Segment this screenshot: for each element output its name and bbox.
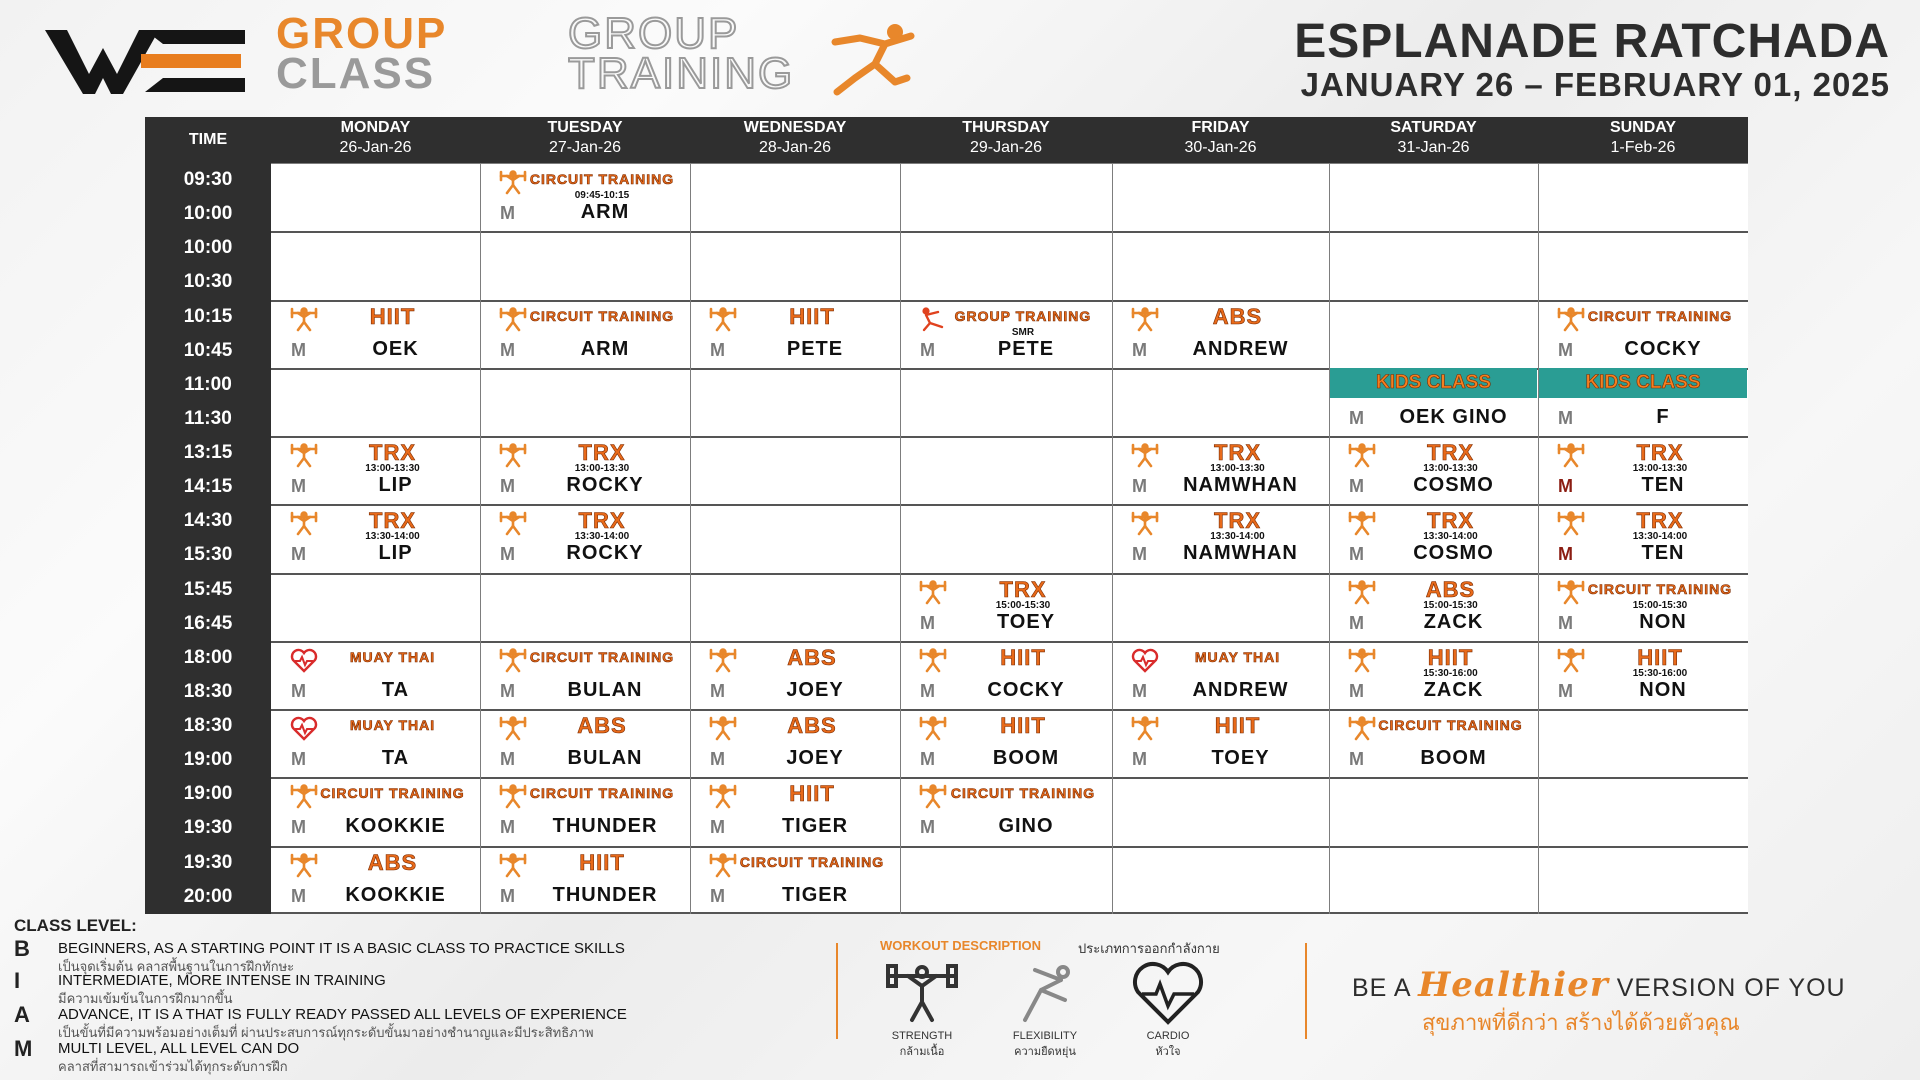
class-name: ABS <box>787 644 837 670</box>
slot-end-time: 19:00 <box>183 749 233 771</box>
class-name: TRX <box>1427 440 1474 466</box>
coach-name: ANDREW <box>1192 337 1289 360</box>
class-name: HIIT <box>369 303 416 329</box>
cardio-icon <box>1128 960 1208 1026</box>
class-time: 13:30-14:00 <box>1632 531 1688 543</box>
level-description: MULTI LEVEL, ALL LEVEL CAN DO <box>58 1040 300 1057</box>
coach-name: BOOM <box>992 747 1060 770</box>
slot-start-time: 15:45 <box>183 578 233 600</box>
class-cell[interactable] <box>900 573 1112 641</box>
level-description: ADVANCE, IT IS A THAT IS FULLY READY PASSED ALL LEVELS OF EXPERIENCE <box>58 1006 627 1023</box>
class-name: HIIT <box>789 303 835 329</box>
class-name: HIIT <box>1637 644 1683 670</box>
class-cell[interactable] <box>480 709 690 777</box>
class-name: TRX <box>369 440 416 466</box>
runner-icon <box>815 20 925 100</box>
class-name: CIRCUIT TRAINING <box>1587 307 1733 324</box>
class-level: M <box>710 339 725 360</box>
slogan <box>1352 965 1846 1005</box>
class-level: M <box>291 476 306 497</box>
class-cell[interactable] <box>480 436 690 504</box>
class-cell[interactable] <box>1112 709 1329 777</box>
level-description-thai: คลาสที่สามารถเข้าร่วมได้ทุกระดับการฝึก <box>58 1059 288 1074</box>
class-time: 13:30-14:00 <box>1210 531 1265 543</box>
class-cell[interactable] <box>271 846 480 914</box>
class-cell[interactable] <box>1538 573 1748 641</box>
workout-label-thai: หัวใจ <box>1155 1046 1181 1058</box>
class-cell[interactable] <box>1538 300 1748 368</box>
class-name: ABS <box>1425 576 1476 602</box>
class-cell[interactable] <box>1112 641 1329 709</box>
we-logo <box>45 22 255 97</box>
schedule-table <box>145 117 1748 914</box>
class-time: 13:00-13:30 <box>1632 463 1688 475</box>
coach-name: COSMO <box>1413 474 1494 497</box>
class-name: HIIT <box>1000 713 1046 739</box>
coach-name: BULAN <box>567 678 643 701</box>
coach-name: OEK <box>372 337 419 360</box>
class-time: 15:00-15:30 <box>995 599 1051 611</box>
workout-label: FLEXIBILITY <box>1012 1030 1078 1042</box>
level-letter: A <box>14 1002 30 1027</box>
coach-name: ROCKY <box>566 542 644 565</box>
day-header <box>1329 117 1538 163</box>
class-level: M <box>710 817 725 838</box>
day-header <box>690 117 900 163</box>
class-cell[interactable] <box>690 709 900 777</box>
coach-name: GINO <box>998 815 1054 838</box>
class-name: TRX <box>369 508 416 534</box>
slot-end-time: 10:45 <box>183 339 233 361</box>
class-name: ABS <box>577 713 627 739</box>
class-cell[interactable] <box>1329 436 1538 504</box>
class-cell[interactable] <box>1329 641 1538 709</box>
class-cell[interactable] <box>480 777 690 845</box>
class-time: 13:00-13:30 <box>574 463 630 475</box>
class-level: M <box>291 544 306 565</box>
coach-name: THUNDER <box>552 815 658 838</box>
class-cell[interactable] <box>271 436 480 504</box>
day-date: 30-Jan-26 <box>1184 139 1257 156</box>
class-cell[interactable] <box>480 641 690 709</box>
coach-name: OEK GINO <box>1399 405 1508 428</box>
class-level: M <box>1349 476 1364 497</box>
class-name: MUAY THAI <box>349 717 436 734</box>
class-time: 15:30-16:00 <box>1423 667 1478 679</box>
class-name: CIRCUIT TRAINING <box>529 171 675 187</box>
class-level: M <box>500 476 515 497</box>
slot-end-time: 20:00 <box>183 885 233 907</box>
class-name: TRX <box>1214 508 1261 534</box>
class-time: 13:30-14:00 <box>1423 531 1478 543</box>
class-name: HIIT <box>1427 644 1474 670</box>
class-cell[interactable] <box>1538 436 1748 504</box>
coach-name: KOOKKIE <box>345 815 446 838</box>
slot-start-time: 19:00 <box>183 783 233 805</box>
day-name: TUESDAY <box>547 119 623 136</box>
slot-start-time: 18:30 <box>183 715 233 737</box>
class-level: M <box>1349 680 1364 701</box>
class-time: 09:45-10:15 <box>574 190 630 201</box>
kids-class-banner: KIDS CLASS <box>1330 368 1537 398</box>
class-level: M <box>291 680 306 701</box>
class-level: M <box>500 749 515 770</box>
day-date: 28-Jan-26 <box>758 139 832 156</box>
class-level: M <box>1132 680 1147 701</box>
class-name: TRX <box>999 576 1047 602</box>
slot-start-time: 14:30 <box>183 510 233 532</box>
class-cell[interactable] <box>271 504 480 572</box>
class-name: MUAY THAI <box>1194 648 1281 665</box>
coach-name: NAMWHAN <box>1183 474 1298 497</box>
class-level: M <box>1132 544 1147 565</box>
class-cell[interactable] <box>271 709 480 777</box>
slot-start-time: 18:00 <box>183 646 233 668</box>
coach-name: COCKY <box>1624 337 1702 360</box>
day-header <box>1538 117 1748 163</box>
class-time: 15:30-16:00 <box>1632 667 1688 679</box>
class-name: TRX <box>1636 508 1684 534</box>
day-date: 31-Jan-26 <box>1397 139 1470 156</box>
level-description-thai: เป็นขั้นที่มีความพร้อมอย่างเต็มที่ ผ่านประสบการณ์ทุกระดับขั้นมาอย่างชำนาญและมีประสิทธิภาพ <box>58 1025 594 1040</box>
class-name: CIRCUIT TRAINING <box>529 307 675 324</box>
slogan-pre: BE A <box>1352 974 1411 1002</box>
slot-end-time: 11:30 <box>184 407 232 429</box>
coach-name: NON <box>1639 610 1687 633</box>
coach-name: LIP <box>378 542 413 565</box>
class-level: M <box>1349 407 1364 428</box>
class-level: M <box>920 680 935 701</box>
class-name: CIRCUIT TRAINING <box>1587 580 1733 597</box>
brand-title <box>276 9 448 98</box>
class-name: ABS <box>787 713 837 739</box>
class-time: 15:00-15:30 <box>1632 599 1688 611</box>
class-name: CIRCUIT TRAINING <box>950 785 1096 802</box>
class-level: M <box>291 339 306 360</box>
class-time: 13:30-14:00 <box>574 531 630 543</box>
day-name: SATURDAY <box>1390 119 1477 136</box>
class-level: M <box>710 749 725 770</box>
class-name: TRX <box>578 508 626 534</box>
level-letter: M <box>14 1036 33 1061</box>
class-cell[interactable] <box>1112 436 1329 504</box>
day-date: 27-Jan-26 <box>548 139 622 156</box>
class-level: M <box>500 203 515 223</box>
day-name: MONDAY <box>340 119 411 136</box>
flexibility-icon <box>1005 960 1085 1026</box>
slot-start-time: 09:30 <box>183 169 233 190</box>
slot-end-time: 15:30 <box>183 544 233 566</box>
slot-end-time: 18:30 <box>183 680 233 702</box>
class-cell[interactable] <box>271 641 480 709</box>
brand-outline-group: GROUP <box>568 9 740 58</box>
class-name: HIIT <box>1214 713 1261 739</box>
day-date: 29-Jan-26 <box>969 139 1043 156</box>
class-name: ABS <box>367 849 418 875</box>
coach-name: TOEY <box>996 610 1056 633</box>
time-header: TIME <box>188 131 228 148</box>
class-level: M <box>1558 339 1573 360</box>
class-level: M <box>1558 612 1573 633</box>
slot-end-time: 14:15 <box>183 476 233 498</box>
level-description: INTERMEDIATE, MORE INTENSE IN TRAINING <box>58 972 386 989</box>
strength-icon <box>882 960 962 1026</box>
class-level: M <box>500 680 515 701</box>
class-level: M <box>1558 680 1573 701</box>
level-description-thai: มีความเข้มข้นในการฝึกมากขึ้น <box>58 991 233 1006</box>
day-name: THURSDAY <box>962 119 1050 136</box>
class-level: M <box>1349 544 1364 565</box>
slot-start-time: 10:00 <box>183 237 233 259</box>
brand-outline <box>568 9 795 98</box>
class-cell[interactable] <box>1538 368 1748 436</box>
day-date: 26-Jan-26 <box>339 139 412 156</box>
class-level: M <box>710 885 725 906</box>
class-cell[interactable] <box>480 504 690 572</box>
coach-name: ANDREW <box>1192 678 1289 701</box>
coach-name: NAMWHAN <box>1183 542 1298 565</box>
workout-description-thai: ประเภทการออกกำลังกาย <box>1078 941 1220 956</box>
coach-name: TEN <box>1641 542 1685 565</box>
class-name: CIRCUIT TRAINING <box>739 853 885 870</box>
class-cell[interactable] <box>1329 504 1538 572</box>
level-letter: I <box>14 968 21 993</box>
class-cell[interactable] <box>1538 504 1748 572</box>
coach-name: TIGER <box>781 815 849 838</box>
slot-start-time: 10:15 <box>183 305 233 327</box>
class-level: M <box>1132 476 1147 497</box>
class-cell[interactable] <box>900 777 1112 845</box>
class-level: M <box>291 749 306 770</box>
class-cell[interactable] <box>690 300 900 368</box>
workout-label: CARDIO <box>1146 1030 1190 1042</box>
coach-name: PETE <box>997 337 1055 360</box>
class-level: M <box>291 817 306 838</box>
coach-name: TEN <box>1641 474 1685 497</box>
class-cell[interactable] <box>1112 300 1329 368</box>
coach-name: ROCKY <box>566 474 644 497</box>
class-time: 13:00-13:30 <box>1210 463 1265 475</box>
class-cell[interactable] <box>271 300 480 368</box>
class-name: TRX <box>1214 440 1261 466</box>
date-range: JANUARY 26 – FEBRUARY 01, 2025 <box>1300 66 1890 103</box>
coach-name: TOEY <box>1211 747 1270 770</box>
class-level: M <box>710 680 725 701</box>
coach-name: TA <box>381 747 410 770</box>
class-level: M <box>920 817 935 838</box>
slot-end-time: 19:30 <box>183 817 233 839</box>
coach-name: NON <box>1639 678 1687 701</box>
class-level-title: CLASS LEVEL: <box>14 916 137 935</box>
class-time: SMR <box>1011 326 1035 338</box>
coach-name: THUNDER <box>552 883 658 906</box>
coach-name: BULAN <box>567 747 643 770</box>
level-description-thai: เป็นจุดเริ่มต้น คลาสพื้นฐานในการฝึกทักษะ <box>58 959 295 974</box>
class-cell[interactable] <box>690 846 900 914</box>
coach-name: ARM <box>580 201 630 223</box>
row-divider <box>271 231 1748 233</box>
divider <box>1305 943 1307 1039</box>
class-time: 15:00-15:30 <box>1423 599 1478 611</box>
coach-name: TIGER <box>781 883 849 906</box>
slot-end-time: 10:00 <box>183 203 233 224</box>
class-level: M <box>1558 476 1573 497</box>
class-cell[interactable] <box>480 846 690 914</box>
class-name: TRX <box>1427 508 1474 534</box>
class-cell[interactable] <box>900 641 1112 709</box>
coach-name: KOOKKIE <box>345 883 446 906</box>
class-level: M <box>500 817 515 838</box>
class-cell[interactable] <box>900 300 1112 368</box>
workout-label: STRENGTH <box>891 1030 953 1042</box>
class-cell[interactable] <box>480 300 690 368</box>
class-cell[interactable] <box>1329 709 1538 777</box>
class-time: 13:00-13:30 <box>365 463 420 475</box>
workout-label-thai: ความยืดหยุ่น <box>1014 1046 1076 1058</box>
slot-end-time: 16:45 <box>183 612 233 634</box>
location-title: ESPLANADE RATCHADA <box>1294 15 1890 68</box>
class-level: M <box>920 749 935 770</box>
day-header <box>1112 117 1329 163</box>
coach-name: TA <box>381 678 410 701</box>
slogan-thai: สุขภาพที่ดีกว่า สร้างได้ด้วยตัวคุณ <box>1422 1010 1740 1035</box>
class-level: M <box>1349 612 1364 633</box>
level-letter: B <box>14 936 30 961</box>
slogan-post: VERSION OF YOU <box>1616 974 1846 1002</box>
workout-description-title: WORKOUT DESCRIPTION <box>880 938 1042 953</box>
coach-name: JOEY <box>786 747 844 770</box>
class-cell[interactable] <box>1329 368 1538 436</box>
class-level: M <box>1558 544 1573 565</box>
class-cell[interactable] <box>690 641 900 709</box>
class-name: CIRCUIT TRAINING <box>320 785 465 802</box>
slot-end-time: 10:30 <box>183 271 233 293</box>
class-level: M <box>1558 407 1573 428</box>
class-time: 13:30-14:00 <box>365 531 420 543</box>
class-cell[interactable] <box>271 777 480 845</box>
divider <box>836 943 838 1039</box>
class-level: M <box>500 885 515 906</box>
day-name: WEDNESDAY <box>743 119 847 136</box>
class-name: TRX <box>1636 440 1684 466</box>
coach-name: ARM <box>580 337 630 360</box>
class-cell[interactable] <box>1112 504 1329 572</box>
workout-label-thai: กล้ามเนื้อ <box>899 1046 945 1058</box>
coach-name: COCKY <box>987 678 1065 701</box>
class-level: M <box>920 339 935 360</box>
brand-outline-training: TRAINING <box>568 49 795 98</box>
class-level: M <box>500 339 515 360</box>
class-level: M <box>500 544 515 565</box>
day-date: 1-Feb-26 <box>1610 139 1676 156</box>
class-level: M <box>920 612 935 633</box>
brand-word-class: CLASS <box>276 49 436 98</box>
day-header <box>900 117 1112 163</box>
class-name: ABS <box>1212 303 1263 329</box>
class-name: HIIT <box>1000 644 1046 670</box>
class-name: CIRCUIT TRAINING <box>1378 717 1523 734</box>
day-header <box>271 117 480 163</box>
class-level: M <box>1132 339 1147 360</box>
coach-name: LIP <box>378 474 413 497</box>
day-header <box>480 117 690 163</box>
class-cell[interactable] <box>900 709 1112 777</box>
coach-name: ZACK <box>1423 678 1484 701</box>
class-cell[interactable] <box>480 163 690 231</box>
class-cell[interactable] <box>690 777 900 845</box>
class-level: M <box>1132 749 1147 770</box>
day-name: FRIDAY <box>1191 119 1250 136</box>
day-name: SUNDAY <box>1609 119 1677 136</box>
brand-word-group: GROUP <box>276 9 448 58</box>
slot-start-time: 19:30 <box>183 851 233 873</box>
class-cell[interactable] <box>1538 641 1748 709</box>
slogan-highlight: Healthier <box>1418 965 1609 1005</box>
coach-name: ZACK <box>1423 610 1484 633</box>
class-level: M <box>1349 749 1364 770</box>
coach-name: JOEY <box>786 678 844 701</box>
coach-name: COSMO <box>1413 542 1494 565</box>
class-level: M <box>291 885 306 906</box>
coach-name: PETE <box>786 337 844 360</box>
coach-name: F <box>1656 405 1670 428</box>
level-description: BEGINNERS, AS A STARTING POINT IT IS A BASIC CLASS TO PRACTICE SKILLS <box>58 940 625 957</box>
slot-start-time: 11:00 <box>184 373 232 395</box>
class-name: GROUP TRAINING <box>954 307 1092 324</box>
class-cell[interactable] <box>1329 573 1538 641</box>
class-name: MUAY THAI <box>349 648 436 665</box>
class-name: CIRCUIT TRAINING <box>529 785 675 802</box>
class-name: CIRCUIT TRAINING <box>529 648 675 665</box>
slot-start-time: 13:15 <box>183 442 233 464</box>
kids-class-banner: KIDS CLASS <box>1539 368 1747 398</box>
class-name: TRX <box>578 440 626 466</box>
class-name: HIIT <box>789 781 835 807</box>
coach-name: BOOM <box>1420 747 1487 770</box>
class-time: 13:00-13:30 <box>1423 463 1478 475</box>
class-name: HIIT <box>579 849 625 875</box>
